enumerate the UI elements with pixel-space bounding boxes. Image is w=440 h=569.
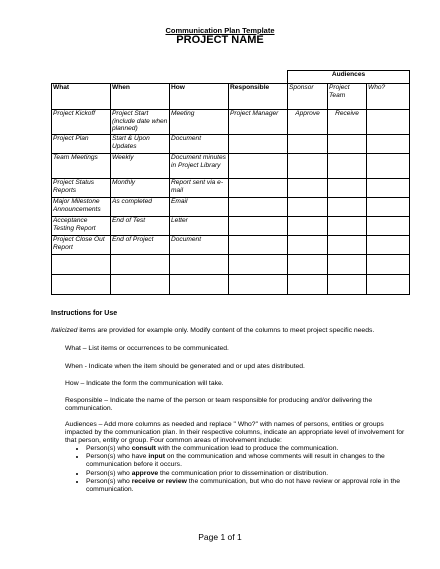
col-header-how: How — [170, 84, 229, 110]
table-cell — [367, 236, 410, 255]
involvement-keyword: consult — [131, 445, 156, 452]
table-cell — [111, 275, 170, 295]
instructions-audiences: Audiences – Add more columns as needed and replace " Who?" with names of persons, entities or groups impacted by the communication plan. In their respective columns, indicate an appropriate level of involvement for that person, entity or group. Four common areas of involvement include: — [65, 421, 405, 445]
col-header-when: When — [111, 84, 170, 110]
involvement-item: • Person(s) who approve the communication prior to dissemination or distribution. — [86, 470, 416, 478]
blank-cell — [111, 71, 170, 84]
table-cell: Project Start (include date when planned) — [111, 110, 170, 135]
table-cell — [288, 179, 328, 198]
table-cell: Document — [170, 135, 229, 154]
instructions-what: What – List items or occurrences to be communicated. — [65, 345, 229, 352]
instructions-title: Instructions for Use — [51, 310, 118, 317]
col-header-what: What — [52, 84, 111, 110]
blank-cell — [170, 71, 229, 84]
project-name: PROJECT NAME — [176, 34, 264, 46]
table-cell — [328, 154, 367, 179]
col-header-responsible: Responsible — [229, 84, 288, 110]
table-cell — [229, 198, 288, 217]
audiences-header-row — [52, 71, 410, 84]
table-cell: As completed — [111, 198, 170, 217]
blank-cell — [229, 71, 288, 84]
table-cell: Start & Upon Updates — [111, 135, 170, 154]
table-cell — [229, 236, 288, 255]
table-row — [52, 255, 410, 275]
table-cell — [52, 275, 111, 295]
table-row — [52, 179, 410, 198]
table-body — [52, 110, 410, 295]
involvement-keyword: receive or review — [131, 477, 187, 485]
table-row — [52, 275, 410, 295]
table-cell — [170, 255, 229, 275]
table-cell — [328, 275, 367, 295]
instructions-how: How – Indicate the form the communication will take. — [65, 380, 224, 387]
table-cell: Meeting — [170, 110, 229, 135]
table-cell — [229, 154, 288, 179]
table-cell — [229, 255, 288, 275]
table-cell — [229, 217, 288, 236]
table-cell: Receive — [328, 110, 367, 135]
table-cell — [328, 236, 367, 255]
table-row — [52, 110, 410, 135]
table-cell — [229, 179, 288, 198]
blank-cell — [52, 71, 111, 84]
table-cell — [367, 179, 410, 198]
table-row — [52, 135, 410, 154]
col-header-project-team: Project Team — [328, 84, 367, 110]
table-cell: Project Kickoff — [52, 110, 111, 135]
table-row — [52, 154, 410, 179]
table-cell — [288, 236, 328, 255]
table-cell: Project Manager — [229, 110, 288, 135]
table-cell — [367, 275, 410, 295]
table-cell — [367, 255, 410, 275]
table-cell — [328, 255, 367, 275]
involvement-item: • Person(s) who receive or review the communication, but who do not have review or approval role in the communication. — [86, 478, 416, 494]
table-cell — [288, 217, 328, 236]
table-cell — [328, 217, 367, 236]
table-cell: Approve — [288, 110, 328, 135]
involvement-item: • Person(s) who have input on the communication and whose comments will result in changes to the communication before it occurs. — [86, 453, 416, 469]
col-header-sponsor: Sponsor — [288, 84, 328, 110]
italicized-word: Italicized — [51, 327, 78, 334]
instructions-responsible: Responsible – Indicate the name of the person or team responsible for producing and/or delivering the communication. — [65, 397, 373, 413]
table-row — [52, 236, 410, 255]
table-cell — [328, 135, 367, 154]
column-header-row — [52, 84, 410, 110]
table-cell — [367, 135, 410, 154]
table-cell — [367, 217, 410, 236]
table-cell: Letter — [170, 217, 229, 236]
table-cell: Team Meetings — [52, 154, 111, 179]
table-cell — [229, 135, 288, 154]
template-title: Communication Plan Template — [165, 26, 275, 35]
instructions-example-note: Italicized items are provided for example only. Modify content of the columns to meet project specific needs. — [51, 327, 375, 334]
page-number: Page 1 of 1 — [198, 532, 242, 542]
instructions-when: When - Indicate when the item should be generated and or upd ates distributed. — [65, 363, 305, 370]
table-cell: Major Milestone Announcements — [52, 198, 111, 217]
table-cell — [367, 154, 410, 179]
table-cell — [229, 275, 288, 295]
involvement-list — [68, 445, 416, 494]
table-cell — [52, 255, 111, 275]
table-cell: Document — [170, 236, 229, 255]
table-cell: Project Plan — [52, 135, 111, 154]
table-cell: End of Test — [111, 217, 170, 236]
table-cell — [111, 255, 170, 275]
table-cell — [288, 154, 328, 179]
involvement-keyword: input — [148, 453, 165, 461]
table-cell: Report sent via e-mail — [170, 179, 229, 198]
table-row — [52, 217, 410, 236]
table-cell: Project Close Out Report — [52, 236, 111, 255]
involvement-item: • Person(s) who consult with the communication lead to produce the communication. — [86, 445, 416, 453]
table-cell — [367, 198, 410, 217]
col-header-who: Who? — [367, 84, 410, 110]
table-cell — [170, 275, 229, 295]
table-cell: Monthly — [111, 179, 170, 198]
table-cell — [288, 255, 328, 275]
audiences-header: Audiences — [288, 71, 410, 84]
table-cell — [328, 179, 367, 198]
table-cell — [288, 275, 328, 295]
table-cell — [367, 110, 410, 135]
table-cell: Document minutes in Project Library — [170, 154, 229, 179]
table-row — [52, 198, 410, 217]
communication-plan-table — [51, 70, 410, 295]
involvement-keyword: approve — [131, 469, 159, 477]
table-cell: End of Project — [111, 236, 170, 255]
table-cell — [288, 135, 328, 154]
table-cell: Email — [170, 198, 229, 217]
table-cell: Weekly — [111, 154, 170, 179]
table-cell — [288, 198, 328, 217]
table-cell: Project Status Reports — [52, 179, 111, 198]
table-cell — [328, 198, 367, 217]
table-cell: Acceptance Testing Report — [52, 217, 111, 236]
